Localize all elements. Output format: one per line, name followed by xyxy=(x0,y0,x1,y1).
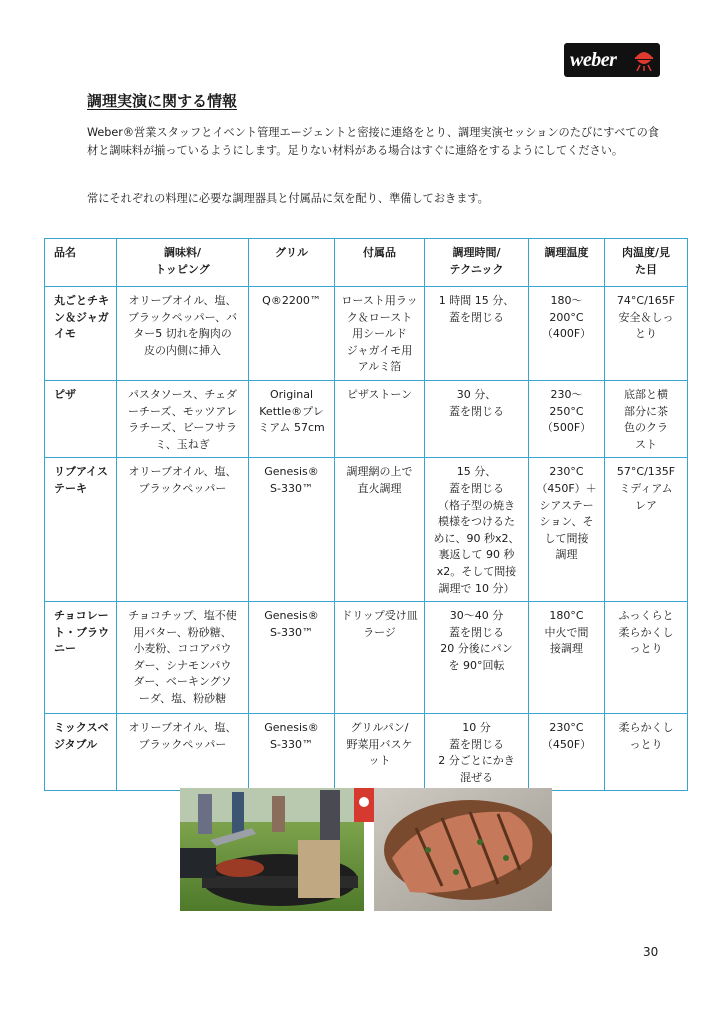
cell-seasoning: オリーブオイル、塩、 ブラックペッパー、バ ター5 切れを胸肉の 皮の内側に挿入 xyxy=(117,287,249,381)
logo-text: weber xyxy=(570,49,617,71)
cell-cook-temp: 180°C 中火で間 接調理 xyxy=(529,602,605,714)
cell-seasoning: オリーブオイル、塩、 ブラックペッパー xyxy=(117,458,249,602)
cell-cook-temp: 180～ 200°C （400F） xyxy=(529,287,605,381)
cell-grill: Genesis® S-330™ xyxy=(249,458,335,602)
kettle-grill-icon xyxy=(634,49,654,71)
cell-cook-time: 10 分 蓋を閉じる 2 分ごとにかき 混ぜる xyxy=(425,714,529,791)
cell-seasoning: オリーブオイル、塩、 ブラックペッパー xyxy=(117,714,249,791)
equipment-paragraph: 常にそれぞれの料理に必要な調理器具と付属品に気を配り、準備しておきます。 xyxy=(87,192,489,205)
table-row xyxy=(45,287,688,381)
cell-accessories: ピザストーン xyxy=(335,380,425,457)
cell-item: ミックスベ ジタブル xyxy=(45,714,117,791)
cell-cook-time: 30～40 分 蓋を閉じる 20 分後にパン を 90°回転 xyxy=(425,602,529,714)
cell-cook-temp: 230°C （450F） xyxy=(529,714,605,791)
cell-grill: Genesis® S-330™ xyxy=(249,602,335,714)
header-cook-temp: 調理温度 xyxy=(529,239,605,287)
header-seasoning: 調味料/ トッピング xyxy=(117,239,249,287)
page-title: 調理実演に関する情報 xyxy=(87,92,238,110)
table-row xyxy=(45,380,688,457)
table-row xyxy=(45,458,688,602)
cell-cook-temp: 230～ 250°C （500F） xyxy=(529,380,605,457)
header-grill: グリル xyxy=(249,239,335,287)
cell-seasoning: チョコチップ、塩不使 用バター、粉砂糖、 小麦粉、ココアパウ ダー、シナモンパウ ダー、ベーキングソ ーダ、塩、粉砂糖 xyxy=(117,602,249,714)
cell-accessories: 調理網の上で 直火調理 xyxy=(335,458,425,602)
cell-cook-time: 1 時間 15 分、 蓋を閉じる xyxy=(425,287,529,381)
intro-paragraph: Weber®営業スタッフとイベント管理エージェントと密接に連絡をとり、調理実演セッションのたびにすべての食材と調味料が揃っているようにします。足りない材料がある場合はすぐに連絡をするようにしてください。 xyxy=(87,126,659,157)
table-row xyxy=(45,602,688,714)
header-item: 品名 xyxy=(45,239,117,287)
cell-item: 丸ごとチキ ン＆ジャガ イモ xyxy=(45,287,117,381)
cell-item: ピザ xyxy=(45,380,117,457)
cell-accessories: ドリップ受け皿 ラージ xyxy=(335,602,425,714)
cell-doneness: ふっくらと 柔らかくし っとり xyxy=(605,602,688,714)
table-row xyxy=(45,714,688,791)
page-number: 30 xyxy=(643,945,659,959)
cell-cook-time: 15 分、 蓋を閉じる （格子型の焼き 模様をつけるた めに、90 秒x2、 裏返して 90 秒 x2。そして間接 調理で 10 分） xyxy=(425,458,529,602)
cell-grill: Genesis® S-330™ xyxy=(249,714,335,791)
cell-accessories: グリルパン/ 野菜用バスケ ット xyxy=(335,714,425,791)
table-header-row xyxy=(45,239,688,287)
cell-doneness: 57°C/135F ミディアム レア xyxy=(605,458,688,602)
grilling-photo xyxy=(180,788,552,911)
cell-grill: Q®2200™ xyxy=(249,287,335,381)
cell-cook-time: 30 分、 蓋を閉じる xyxy=(425,380,529,457)
cell-accessories: ロースト用ラッ ク＆ロースト 用シールド ジャガイモ用 アルミ箔 xyxy=(335,287,425,381)
header-cook-time: 調理時間/ テクニック xyxy=(425,239,529,287)
cell-cook-temp: 230°C （450F）＋ シアステー ション、そ して間接 調理 xyxy=(529,458,605,602)
header-accessories: 付属品 xyxy=(335,239,425,287)
cooking-demo-table xyxy=(44,238,688,791)
cell-item: チョコレー ト・ブラウ ニー xyxy=(45,602,117,714)
cell-grill: Original Kettle®プレ ミアム 57cm xyxy=(249,380,335,457)
weber-logo xyxy=(564,43,660,77)
cell-item: リブアイス テーキ xyxy=(45,458,117,602)
header-doneness: 肉温度/見 た目 xyxy=(605,239,688,287)
cell-doneness: 74°C/165F 安全＆しっ とり xyxy=(605,287,688,381)
cell-doneness: 底部と横 部分に茶 色のクラ スト xyxy=(605,380,688,457)
grill-and-meat-illustration xyxy=(180,788,552,911)
cell-seasoning: パスタソース、チェダ ーチーズ、モッツアレ ラチーズ、ビーフサラ ミ、玉ねぎ xyxy=(117,380,249,457)
cell-doneness: 柔らかくし っとり xyxy=(605,714,688,791)
